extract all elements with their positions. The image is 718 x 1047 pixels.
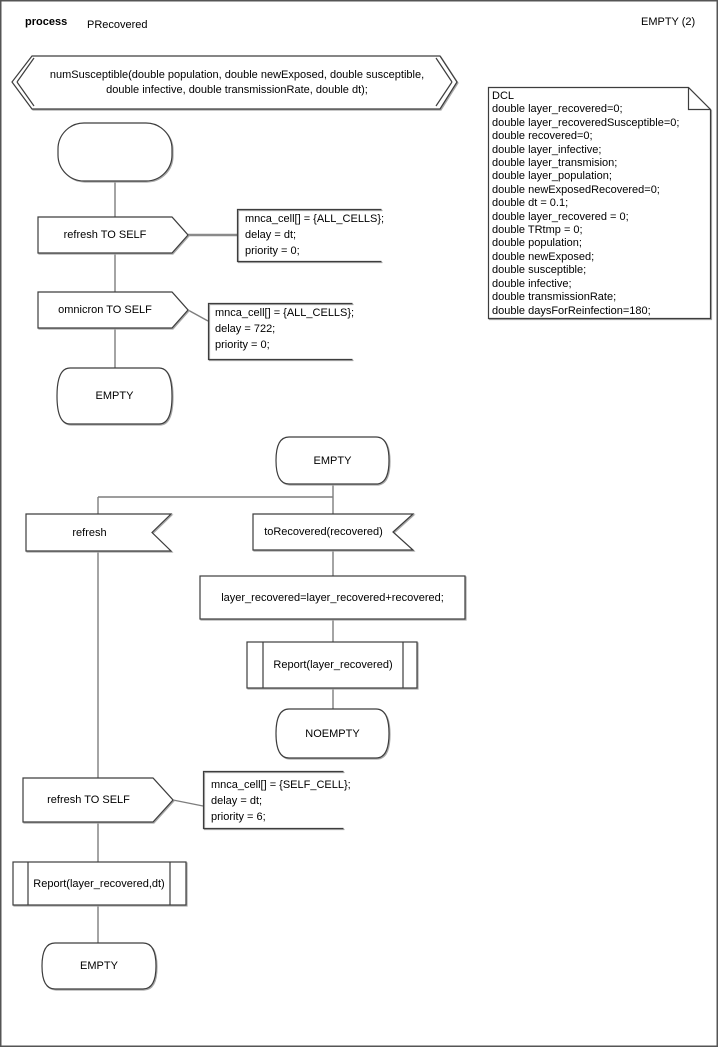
connector-output-comment — [173, 800, 203, 806]
comment-line: priority = 0; — [245, 245, 300, 257]
dcl-text — [492, 90, 708, 318]
signature-line-2: double infective, double transmissionRate, double dt); — [106, 84, 368, 96]
comment-refresh-bottom-text — [211, 777, 351, 825]
dcl-line: double infective; — [492, 277, 572, 290]
dcl-line: double susceptible; — [492, 264, 587, 277]
process-name-label: PRecovered — [87, 19, 148, 31]
diagram-kind-label: process — [25, 16, 68, 28]
dcl-line: DCL — [492, 90, 515, 102]
dcl-line: double layer_infective; — [492, 143, 602, 156]
dcl-line: double dt = 0.1; — [492, 197, 569, 210]
state-empty-main-label: EMPTY — [313, 454, 352, 467]
dcl-line: double newExposedRecovered=0; — [492, 183, 660, 196]
dcl-line: double newExposed; — [492, 250, 595, 263]
comment-line: mnca_cell[] = {ALL_CELLS}; — [245, 213, 385, 225]
dcl-line: double transmissionRate; — [492, 291, 617, 304]
dcl-line: double TRtmp = 0; — [492, 224, 583, 237]
dcl-line: double layer_recoveredSusceptible=0; — [492, 116, 680, 129]
signature-line-1: numSusceptible(double population, double newExposed, double susceptible, — [49, 69, 425, 81]
input-torecovered-label: toRecovered(recovered) — [264, 526, 383, 538]
dcl-line: double layer_recovered = 0; — [492, 210, 629, 223]
page-reference-label: EMPTY (2) — [641, 16, 696, 28]
output-refresh-self-label: refresh TO SELF — [63, 229, 147, 241]
comment-line: priority = 0; — [215, 339, 270, 351]
start-state-shape — [58, 123, 172, 181]
comment-line: delay = dt; — [211, 795, 263, 807]
state-empty-end-label: EMPTY — [80, 960, 118, 972]
dcl-line: double layer_population; — [492, 170, 612, 183]
procedure-report-dt-label: Report(layer_recovered,dt) — [33, 877, 165, 890]
state-noempty-label: NOEMPTY — [305, 727, 360, 740]
output-omnicron-self-label: omnicron TO SELF — [58, 304, 152, 316]
dcl-line: double layer_transmision; — [492, 157, 618, 170]
input-refresh-label: refresh — [72, 526, 107, 539]
comment-refresh-text — [245, 211, 384, 259]
comment-line: delay = 722; — [215, 323, 276, 335]
state-empty-top-label: EMPTY — [95, 390, 134, 402]
comment-line: mnca_cell[] = {ALL_CELLS}; — [215, 307, 355, 319]
procedure-report-label: Report(layer_recovered) — [273, 659, 393, 671]
task-layer-recovered-label: layer_recovered=layer_recovered+recovered; — [221, 591, 444, 604]
signature-text — [32, 60, 442, 106]
comment-line: delay = dt; — [245, 229, 297, 241]
comment-omnicron-text — [215, 305, 354, 353]
dcl-line: double population; — [492, 237, 582, 250]
comment-line: mnca_cell[] = {SELF_CELL}; — [211, 779, 351, 791]
output-refresh-self-bottom-label: refresh TO SELF — [47, 794, 130, 806]
comment-line: priority = 6; — [211, 811, 266, 823]
dcl-line: double recovered=0; — [492, 130, 593, 143]
connector-omnicron-comment — [188, 310, 208, 321]
dcl-line: double layer_recovered=0; — [492, 103, 623, 116]
dcl-line: double daysForReinfection=180; — [492, 304, 651, 317]
